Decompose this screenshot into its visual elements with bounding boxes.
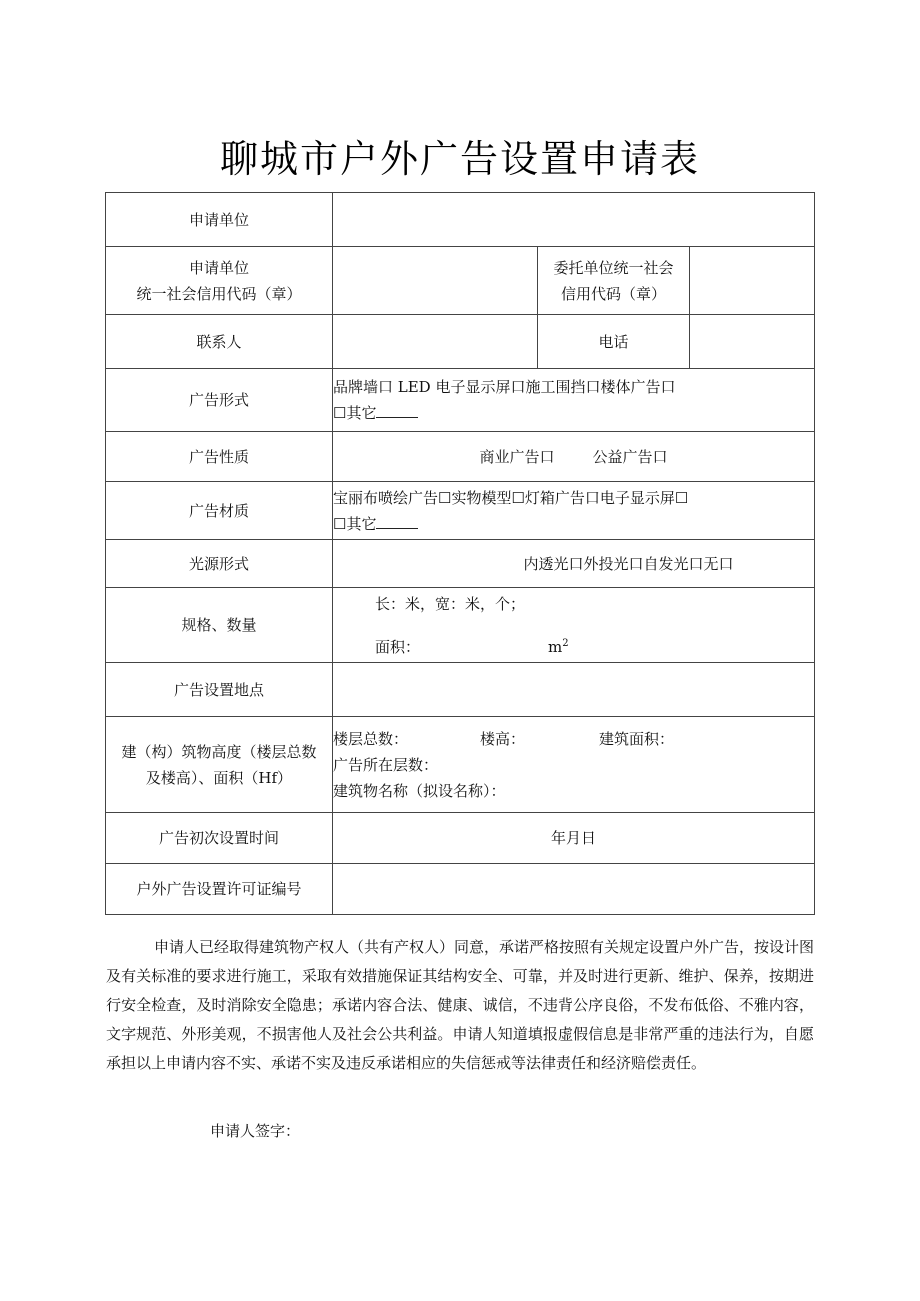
contact-label: 联系人 <box>106 315 333 369</box>
ad-material-line1: 宝丽布喷绘广告☐实物模型☐灯箱广告口电子显示屏☐ <box>333 488 689 507</box>
signature-label: 申请人签字： <box>210 1122 301 1140</box>
entrust-code-label-line2: 信用代码（章） <box>560 284 666 303</box>
row-applicant <box>106 193 815 247</box>
spec-label: 规格、数量 <box>106 588 333 663</box>
building-label-line2: 及楼高）、面积（Hf） <box>145 768 293 787</box>
building-label-line1: 建（构）筑物高度（楼层总数 <box>121 742 317 761</box>
spec-dimensions: 长：米，宽：米，个； <box>375 594 526 613</box>
page-title: 聊城市户外广告设置申请表 <box>219 137 700 181</box>
spec-area <box>333 631 814 660</box>
credit-code-field[interactable] <box>333 247 538 315</box>
ad-form-other-blank[interactable] <box>376 401 418 418</box>
location-field[interactable] <box>333 663 815 717</box>
row-first-time <box>106 813 815 864</box>
light-source-label: 光源形式 <box>106 540 333 588</box>
applicant-label: 申请单位 <box>106 193 333 247</box>
location-label: 广告设置地点 <box>106 663 333 717</box>
spec-field[interactable] <box>333 588 815 663</box>
ad-nature-label: 广告性质 <box>106 432 333 482</box>
ad-form-label: 广告形式 <box>106 369 333 432</box>
phone-label: 电话 <box>538 315 690 369</box>
declaration-text: 申请人已经取得建筑物产权人（共有产权人）同意，承诺严格按照有关规定设置户外广告，按设计图及有关标准的要求进行施工，采取有效措施保证其结构安全、可靠，并及时进行更新、维护、保养，按期进行安全检查，及时消除安全隐患；承诺内容合法、健康、诚信，不违背公序良俗，不发布低俗、不雅内容，文字规范、外形美观，不损害他人及社会公共利益。申请人知道填报虚假信息是非常严重的违法行为，自愿承担以上申请内容不实、承诺不实及违反承诺相应的失信惩戒等法律责任和经济赔偿责任。 <box>106 938 815 1072</box>
spec-area-unit-sup: 2 <box>562 637 569 649</box>
row-permit <box>106 864 815 915</box>
permit-label: 户外广告设置许可证编号 <box>106 864 333 915</box>
row-light-source <box>106 540 815 588</box>
spec-area-unit: m <box>548 637 563 656</box>
ad-nature-commercial[interactable]: 商业广告口 <box>479 447 555 466</box>
ad-material-label: 广告材质 <box>106 482 333 540</box>
building-line1 <box>333 726 814 752</box>
building-height-label: 楼高： <box>480 729 526 748</box>
row-contact <box>106 315 815 369</box>
ad-form-options[interactable] <box>333 369 815 432</box>
building-area-label: 建筑面积： <box>599 729 675 748</box>
ad-nature-public[interactable]: 公益广告口 <box>592 447 668 466</box>
ad-form-line2 <box>333 400 814 426</box>
entrust-code-field[interactable] <box>690 247 815 315</box>
light-source-options[interactable]: 内透光口外投光口自发光口无口 <box>333 540 815 588</box>
ad-nature-options[interactable] <box>333 432 815 482</box>
credit-code-label-line1: 申请单位 <box>188 258 249 277</box>
row-ad-nature <box>106 432 815 482</box>
row-ad-material <box>106 482 815 540</box>
row-credit-code <box>106 247 815 315</box>
ad-form-other: ☐其它 <box>333 404 377 422</box>
applicant-field[interactable] <box>333 193 815 247</box>
building-label <box>106 717 333 813</box>
entrust-code-label <box>538 247 690 315</box>
first-time-label: 广告初次设置时间 <box>106 813 333 864</box>
contact-field[interactable] <box>333 315 538 369</box>
spec-area-label: 面积： <box>375 637 421 656</box>
credit-code-label <box>106 247 333 315</box>
row-ad-form <box>106 369 815 432</box>
building-floors-label: 楼层总数： <box>333 729 409 748</box>
building-ad-floor-label: 广告所在层数： <box>333 755 439 774</box>
application-form-table <box>105 192 815 915</box>
row-building <box>106 717 815 813</box>
building-field[interactable] <box>333 717 815 813</box>
entrust-code-label-line1: 委托单位统一社会 <box>553 258 674 277</box>
first-time-field[interactable]: 年月日 <box>333 813 815 864</box>
ad-material-line2 <box>333 511 814 537</box>
row-spec <box>106 588 815 663</box>
permit-field[interactable] <box>333 864 815 915</box>
ad-material-options[interactable] <box>333 482 815 540</box>
ad-material-other: ☐其它 <box>333 514 377 533</box>
ad-material-other-blank[interactable] <box>376 512 418 529</box>
ad-form-line1: 品牌墙口 LED 电子显示屏口施工围挡口楼体广告口 <box>333 378 676 396</box>
credit-code-label-line2: 统一社会信用代码（章） <box>136 284 302 303</box>
phone-field[interactable] <box>690 315 815 369</box>
row-location <box>106 663 815 717</box>
building-name-label: 建筑物名称（拟设名称）： <box>333 781 506 800</box>
